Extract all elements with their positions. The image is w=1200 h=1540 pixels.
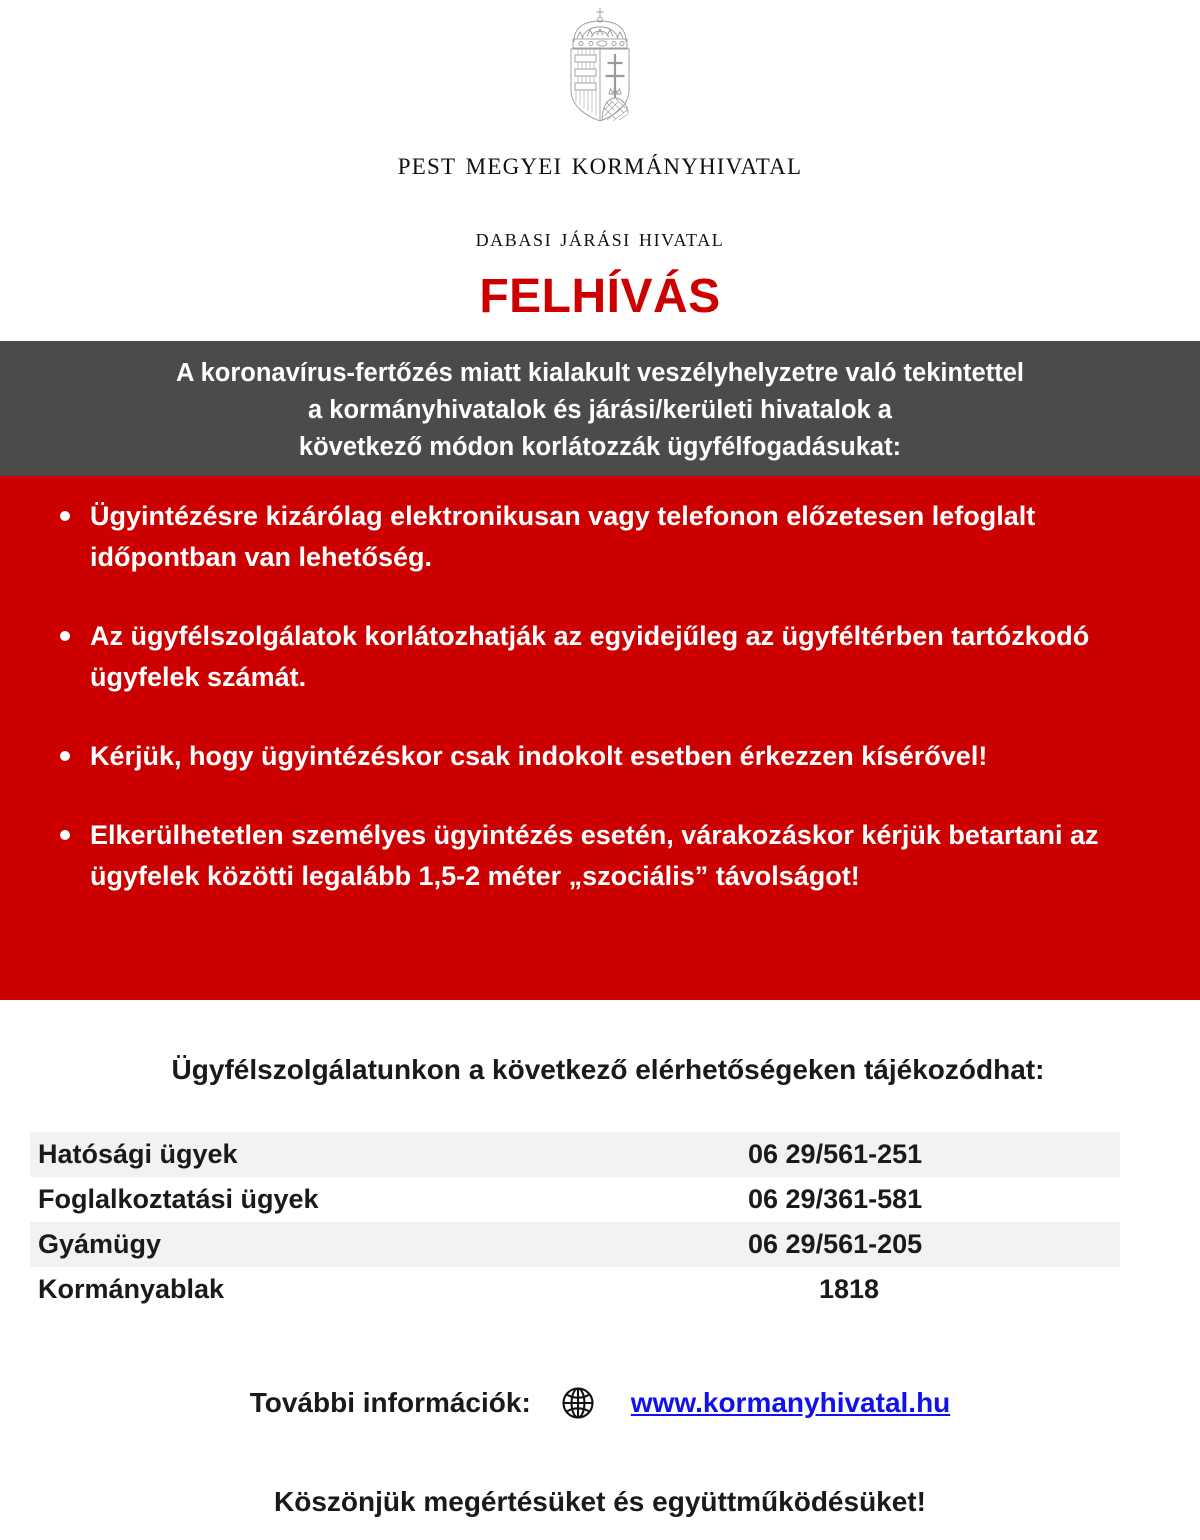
restrictions-list (52, 496, 1160, 897)
contact-label: Kormányablak (38, 1273, 225, 1304)
bullet-icon (60, 751, 70, 761)
more-info-label: További információk: (249, 1387, 531, 1418)
table-row (30, 1132, 1120, 1177)
list-item (52, 616, 1160, 698)
list-item (52, 496, 1160, 578)
list-item-text: Az ügyfélszolgálatok korlátozhatják az egyidejűleg az ügyféltérben tartózkodó ügyfelek számát. (90, 621, 1090, 692)
document-footer (0, 1312, 1200, 1518)
contact-value: 06 29/561-205 (748, 1228, 923, 1259)
contact-value: 1818 (818, 1273, 880, 1304)
thanks-message: Köszönjük megértésüket és együttműködésüket! (274, 1486, 926, 1517)
list-item-text: Elkerülhetetlen személyes ügyintézés esetén, várakozáskor kérjük betartani az ügyfelek közötti legalább 1,5-2 méter „szociális” távolságot! (90, 820, 1099, 891)
contacts-section (0, 1000, 1200, 1312)
list-item (52, 736, 1160, 777)
table-row (30, 1177, 1120, 1222)
document-header (0, 0, 1200, 321)
organization-title: pest megyei kormányhivatal (397, 146, 803, 182)
website-link[interactable]: www.kormanyhivatal.hu (630, 1387, 951, 1418)
contacts-table (30, 1132, 1120, 1312)
contacts-heading: Ügyfélszolgálatunkon a következő elérhetőségeken tájékozódhat: (171, 1054, 1045, 1085)
notice-line-1: A koronavírus-fertőzés miatt kialakult veszélyhelyzetre való tekintettel (176, 359, 1024, 387)
bullet-icon (60, 511, 70, 521)
notice-line-2: a kormányhivatalok és járási/kerületi hivatalok a (308, 396, 892, 424)
list-item (52, 815, 1160, 897)
page-title: FELHÍVÁS (479, 270, 721, 323)
hungarian-coat-of-arms-icon (562, 6, 638, 124)
table-row (30, 1222, 1120, 1267)
bullet-icon (60, 830, 70, 840)
list-item-text: Ügyintézésre kizárólag elektronikusan vagy telefonon előzetesen lefoglalt időpontban van lehetőség. (90, 501, 1036, 572)
notice-band (0, 341, 1200, 476)
bullet-icon (60, 631, 70, 641)
list-item-text: Kérjük, hogy ügyintézéskor csak indokolt esetben érkezzen kísérővel! (90, 741, 988, 771)
notice-line-3: következő módon korlátozzák ügyfélfogadásukat: (298, 433, 902, 461)
restrictions-band (0, 476, 1200, 1000)
contact-value: 06 29/561-251 (748, 1138, 923, 1169)
contact-value: 06 29/361-581 (748, 1183, 923, 1214)
contact-label: Gyámügy (38, 1228, 162, 1259)
more-info-row (0, 1386, 1200, 1420)
table-row (30, 1267, 1120, 1312)
contact-label: Foglalkoztatási ügyek (38, 1183, 319, 1214)
globe-icon (561, 1386, 595, 1420)
office-title: dabasi járási hivatal (475, 223, 725, 252)
contact-label: Hatósági ügyek (38, 1138, 238, 1169)
